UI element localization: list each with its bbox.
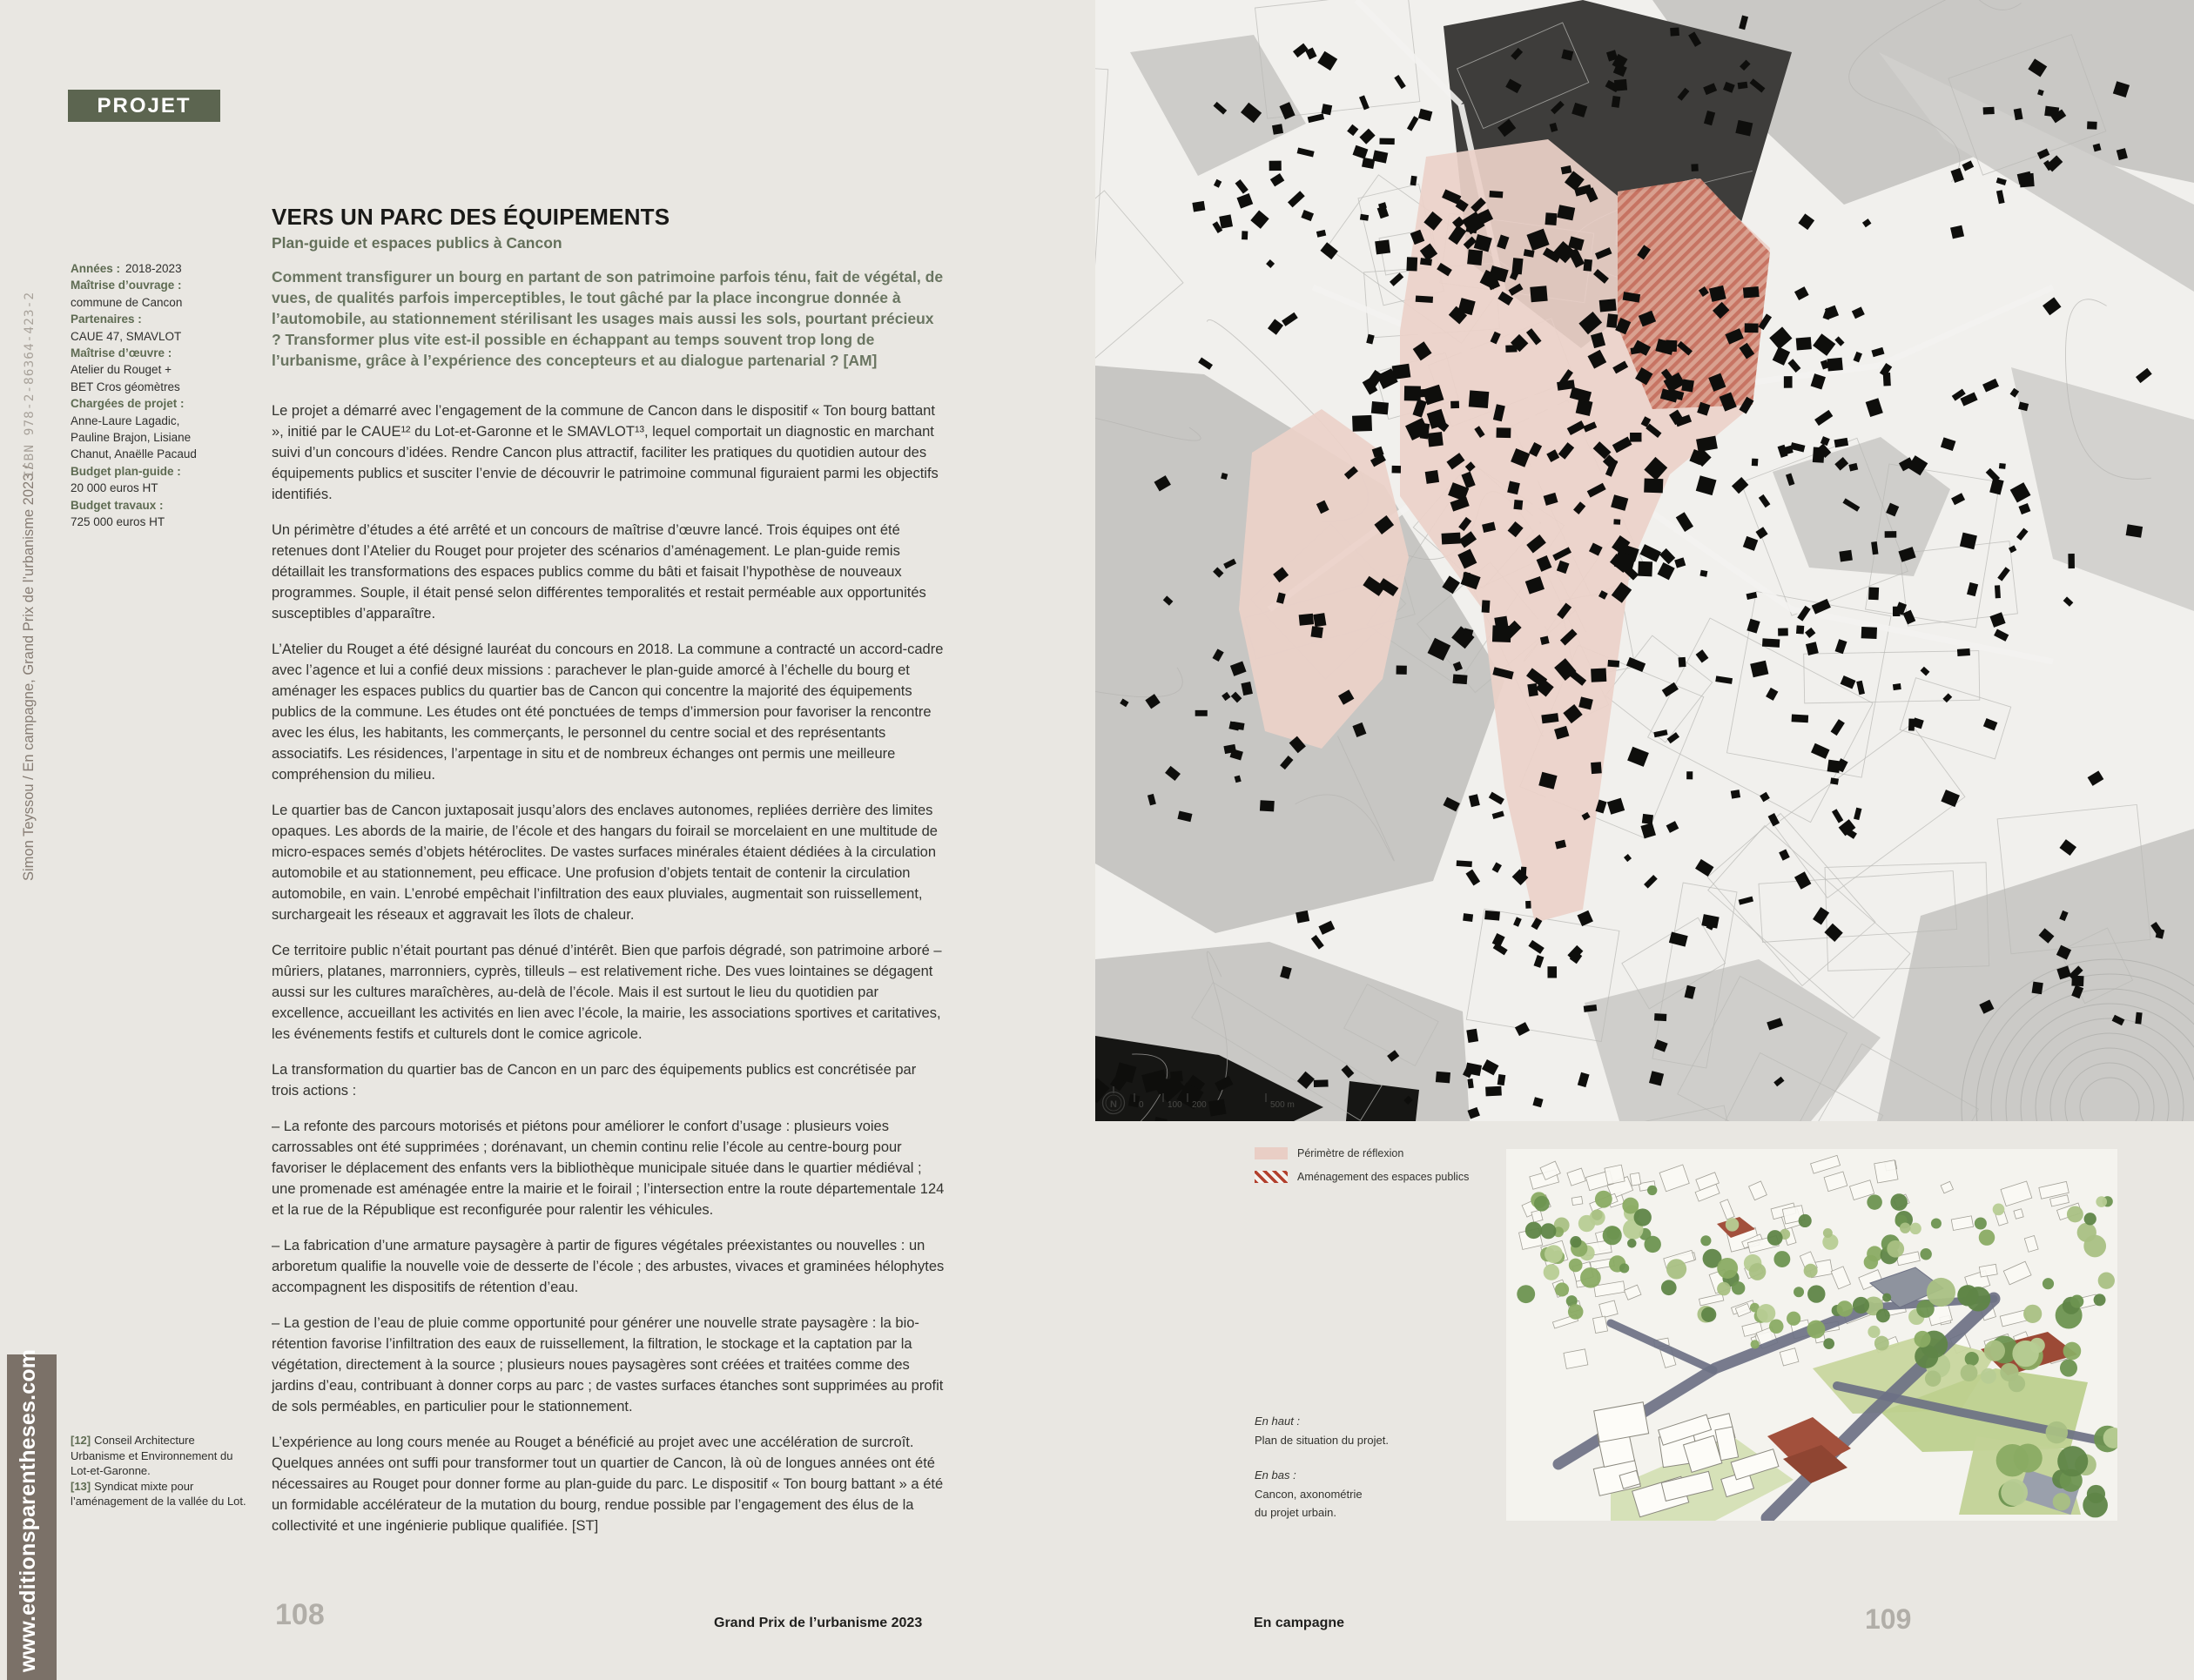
caption-top-label: En haut : xyxy=(1255,1415,1301,1428)
lede: Comment transfigurer un bourg en partant de son patrimoine parfois ténu, fait de végétal, de vues, de qualités parfois imperceptibles, le tout gâché par la place incongrue donnée à l’automobile, au stationnement stérilisant les usages mais aussi les sols, pourtant précieux ? Transformer plus vite est-il possible en échappant au temps souvent trop long de l’urbanisme, grâce à l’expérience des concepteurs et au dialogue partenarial ? [AM] xyxy=(272,268,944,369)
footnotes xyxy=(71,1433,246,1509)
page-subtitle: Plan-guide et espaces publics à Cancon xyxy=(272,234,562,252)
paragraph: Le quartier bas de Cancon juxtaposait jusqu’alors des enclaves autonomes, repliées derrière des limites opaques. Les abords de la mairie, de l’école et des hangars du foirail se morcelaient en une multitude de micro-espaces semés d’objets hétéroclites. De vastes surfaces minérales étaient dédiées à la circulation automobile et au stationnement, peu efficace. Une profusion d’objets tentait de contenir la circulation automobile, en vain. L’enrobé empêchait l’infiltration des eaux pluviales, augmentait son ruissellement, surchargeait les réseaux et aggravait les îlots de chaleur. xyxy=(272,803,938,923)
footnote-ref: [13] xyxy=(71,1479,91,1493)
paragraph: Le projet a démarré avec l’engagement de la commune de Cancon dans le dispositif « Ton bourg battant », initié par le CAUE¹² du Lot-et-Garonne et le SMAVLOT¹³, lequel comportait un diagnostic en marchant suivi d’un concours d’idées. Rendre Cancon plus attractif, faciliter les pratiques du quotidien autour des équipements publics et susciter l’envie de découvrir le patrimoine communal figuraient parmi les objectifs identifiés. xyxy=(272,403,939,502)
article xyxy=(272,205,945,1551)
paragraph: Un périmètre d’études a été arrêté et un concours de maîtrise d’œuvre lancé. Trois équipes ont été retenues dont l’Atelier du Rouget pour projeter des scénarios d’aménagement. Le plan-guide remis détaillait les transformations des espaces publics comme du bâti et faisait l’hypothèse de nouveaux programmes. Souple, il était pensé selon différentes temporalités et restait perméable aux opportunités susceptibles d’apparaître. xyxy=(272,522,926,622)
scale-tick: 0 xyxy=(1139,1100,1144,1110)
page-number-left: 108 xyxy=(275,1598,325,1631)
scale-tick: 200 xyxy=(1192,1100,1207,1110)
footer-section-title: En campagne xyxy=(1254,1616,1345,1630)
legend-swatch-perimetre xyxy=(1255,1147,1288,1159)
info-value: Pauline Brajon, Lisiane xyxy=(71,431,192,445)
map-legend xyxy=(1255,1147,1469,1183)
info-value: Chanut, Anaëlle Pacaud xyxy=(71,447,197,461)
paragraph: – La gestion de l’eau de pluie comme opportunité pour générer une nouvelle strate paysagère : la bio-rétention favorise l’infiltration des eaux de ruissellement, la filtration, le stockage et la captation par la végétation, directement à la source ; plusieurs noues paysagères sont créées et traitées comme des jardins d’eau, contribuant à donner corps au parc ; de vastes surfaces étanches sont supprimées au profit de sols perméables, en particulier pour le stationnement. xyxy=(272,1315,944,1415)
info-value: Anne-Laure Lagadic, xyxy=(71,413,180,427)
section-badge: PROJET xyxy=(68,90,220,122)
paragraph: L’expérience au long cours menée au Rouget a bénéficié au projet avec une accélération de surcroît. Quelques années ont suffi pour transformer tout un quartier de Cancon, là où de longues années ont été nécessaires au Rouget pour donner forme au plan-guide du parc. Le dispositif « Ton bourg battant » a été un formidable accélérateur de la mutation du bourg, rendue possible par l’engagement des élus de la collectivité et une ingénierie publique qualifiée. [ST] xyxy=(272,1435,944,1534)
project-info xyxy=(71,260,253,531)
legend-swatch-amenagement xyxy=(1255,1171,1288,1183)
info-label: Chargées de projet : xyxy=(71,397,185,411)
publisher-url: www.editionsparentheses.com xyxy=(16,1348,40,1672)
info-label: Maîtrise d’œuvre : xyxy=(71,346,172,360)
legend-item xyxy=(1255,1147,1469,1159)
axonometric-image xyxy=(1506,1149,2117,1521)
footnote: [12] Conseil Architecture Urbanisme et Environnement du Lot-et-Garonne. xyxy=(71,1434,233,1478)
info-line: Années : 2018-2023 xyxy=(71,262,182,275)
axonometric-view xyxy=(1506,1149,2117,1521)
footnote-ref: [12] xyxy=(71,1434,91,1447)
paragraph: La transformation du quartier bas de Cancon en un parc des équipements publics est concrétisée par trois actions : xyxy=(272,1062,917,1099)
caption-bottom-text: Cancon, axonométrie xyxy=(1255,1487,1363,1501)
info-label: Partenaires : xyxy=(71,312,142,326)
info-value: 725 000 euros HT xyxy=(71,515,165,529)
info-value: Atelier du Rouget + xyxy=(71,363,172,377)
paragraph: Ce territoire public n’était pourtant pas dénué d’intérêt. Bien que parfois dégradé, son patrimoine arboré – mûriers, platanes, marronniers, cyprès, tilleuls – est relativement riche. Des vues lointaines se dégagent aussi sur les cultures maraîchères, au-delà de l’école. Mais il est surtout le lieu du quotidien par excellence, accueillant les activités en lien avec l’école, la mairie, les associations sportives et caritatives, les événements festifs et culturels dont le comice agricole. xyxy=(272,943,942,1042)
info-label: Maîtrise d’ouvrage : xyxy=(71,279,182,292)
footer-book-title: Grand Prix de l’urbanisme 2023 xyxy=(714,1616,923,1630)
caption-bottom-label: En bas : xyxy=(1255,1468,1296,1482)
figure-captions xyxy=(1255,1412,1490,1522)
info-label: Budget plan-guide : xyxy=(71,464,181,478)
north-label: N xyxy=(1110,1099,1117,1110)
info-value: commune de Cancon xyxy=(71,295,183,309)
legend-label: Aménagement des espaces publics xyxy=(1297,1171,1470,1183)
scale-tick: 500 m xyxy=(1270,1100,1295,1110)
caption-top-text: Plan de situation du projet. xyxy=(1255,1433,1389,1447)
caption-bottom-text: du projet urbain. xyxy=(1255,1506,1336,1519)
paragraph: – La refonte des parcours motorisés et piétons pour améliorer le confort d’usage : plusieurs voies carrossables ont été supprimées ; dorénavant, un chemin continu relie l’école au centre-bourg pour favoriser le déplacement des enfants vers la bibliothèque municipale située dans le quartier médiéval ; une promenade est aménagée entre la mairie et le foirail ; l’intersection entre la route départementale 124 et la rue de la République est reconfigurée pour ralentir les véhicules. xyxy=(272,1119,945,1218)
situation-map-image xyxy=(1095,0,2194,1121)
body-text xyxy=(272,400,945,1536)
info-label: Budget travaux : xyxy=(71,498,164,512)
page-title: VERS UN PARC DES ÉQUIPEMENTS xyxy=(272,204,670,230)
footnote: [13] Syndicat mixte pour l’aménagement de la vallée du Lot. xyxy=(71,1479,246,1509)
spine-book-title: Simon Teyssou / En campagne, Grand Prix de l’urbanisme 2023 / xyxy=(21,465,37,881)
spine-isbn: ISBN 978-2-86364-423-2 xyxy=(23,291,37,478)
paragraph: – La fabrication d’une armature paysagère à partir de figures végétales préexistantes ou nouvelles : un arboretum qualifie la nouvelle voie de desserte de l’école ; des arbustes, vivaces et graminées hélophytes accompagnent les dispositifs de rétention d’eau. xyxy=(272,1238,945,1295)
situation-map xyxy=(1095,0,2194,1121)
scale-tick: 100 xyxy=(1168,1100,1182,1110)
info-value: BET Cros géomètres xyxy=(71,380,180,393)
legend-item xyxy=(1255,1171,1469,1183)
page-number-right: 109 xyxy=(1865,1603,1912,1635)
info-value: 20 000 euros HT xyxy=(71,481,158,495)
paragraph: L’Atelier du Rouget a été désigné lauréat du concours en 2018. La commune a contracté un accord-cadre avec l’agence et lui a confié deux missions : parachever le plan-guide amorcé à l’échelle du bourg et aménager les espaces publics du quartier bas de Cancon qui concentre la majorité des équipements publics de la commune. Les études ont été ponctuées de temps d’immersion pour favoriser la rencontre avec les élus, les habitants, les commerçants, le personnel du centre social et des représentants associatifs. Les résidences, l’arpentage in situ et de nombreux échanges ont permis une meilleure compréhension du milieu. xyxy=(272,642,944,783)
legend-label: Périmètre de réflexion xyxy=(1297,1147,1404,1159)
info-value: CAUE 47, SMAVLOT xyxy=(71,329,182,343)
